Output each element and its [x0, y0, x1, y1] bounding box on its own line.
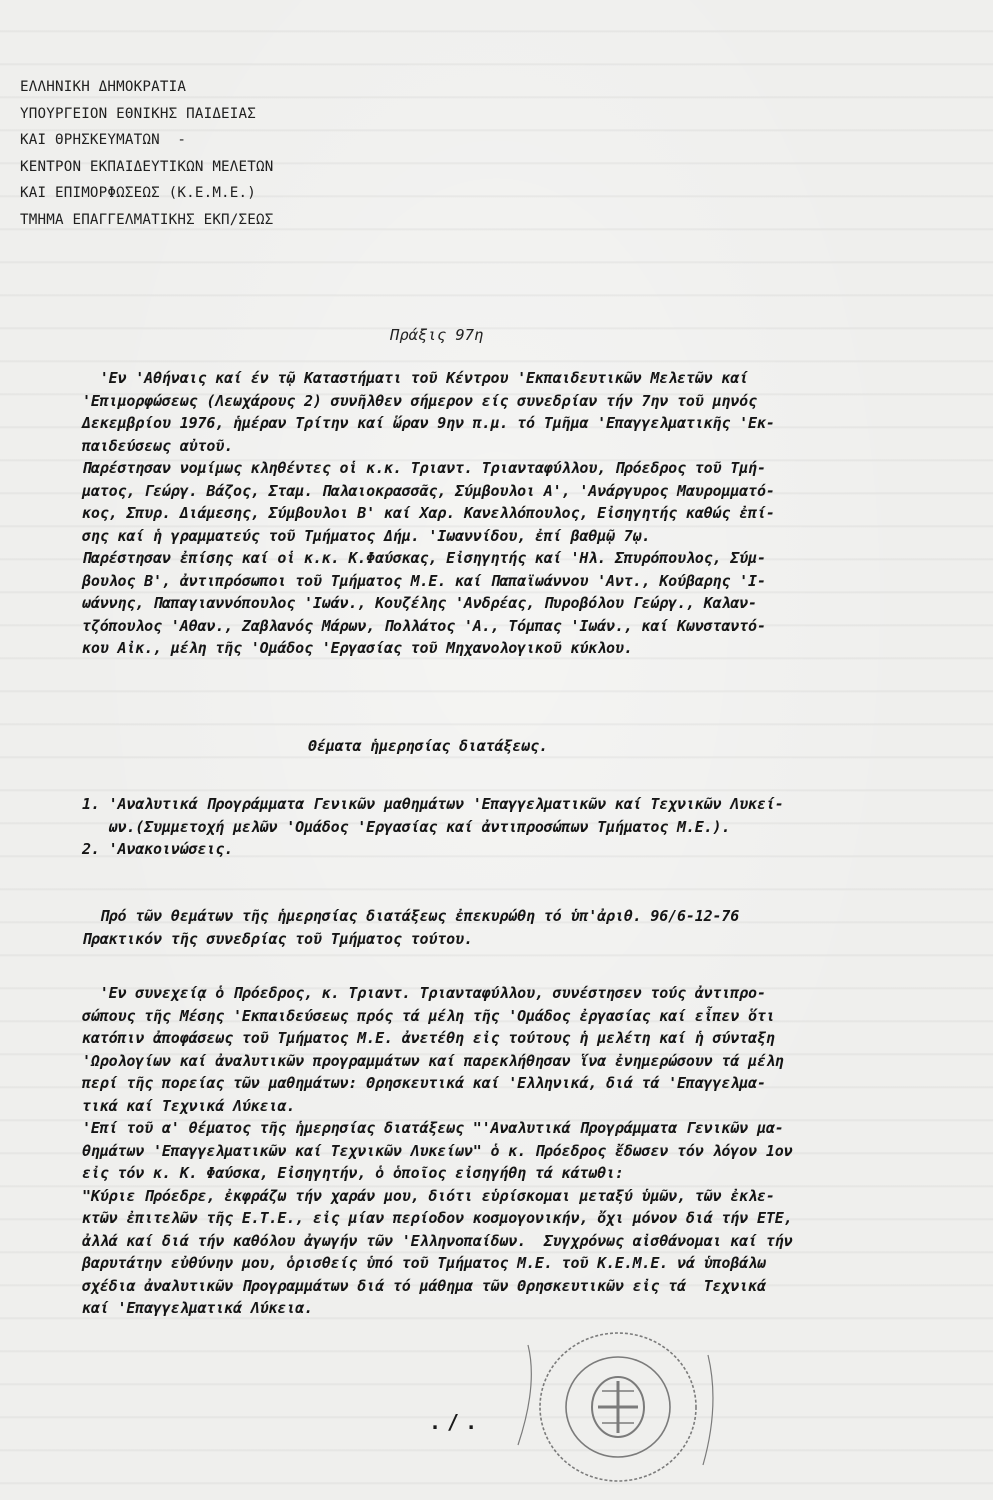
text-line: περί τῆς πορείας τῶν μαθημάτων: Θρησκευτικά καί 'Ελληνικά, διά τά 'Επαγγελμα- [82, 1074, 766, 1092]
text-line: σώπους τῆς Μέσης 'Εκπαιδεύσεως πρός τά μέλη τῆς 'Ομάδος ἐργασίας καί εἶπεν ὅτι [82, 1006, 775, 1025]
text-line: 'Εν 'Αθήναις καί έν τῷ Καταστήματι τοῦ Κέντρου 'Εκπαιδευτικῶν Μελετῶν καί [82, 369, 749, 387]
letterhead-line: ΚΑΙ ΘΡΗΣΚΕΥΜΑΤΩΝ - [20, 132, 187, 149]
letterhead-line: ΕΛΛΗΝΙΚΗ ΔΗΜΟΚΡΑΤΙΑ [20, 79, 187, 95]
text-line: τικά καί Τεχνικά Λύκεια. [82, 1096, 296, 1115]
text-line: καί 'Επαγγελματικά Λύκεια. [82, 1299, 313, 1317]
act-title: Πράξις 97η [390, 326, 484, 344]
agenda-item: 1. 'Αναλυτικά Προγράμματα Γενικῶν μαθημάτων 'Επαγγελματικῶν καί Τεχνικῶν Λυκεί- [82, 795, 784, 813]
letterhead-line: ΥΠΟΥΡΓΕΙΟΝ ΕΘΝΙΚΗΣ ΠΑΙΔΕΙΑΣ [20, 105, 257, 122]
text-line: Πρακτικόν τῆς συνεδρίας τοῦ Τμήματος τούτου. [82, 929, 473, 948]
text-line: βουλος Β', ἀντιπρόσωποι τοῦ Τμήματος Μ.Ε. καί Παπαϊωάννου 'Αντ., Κούβαρης 'Ι- [82, 571, 766, 590]
text-line: 'Ωρολογίων καί ἀναλυτικῶν προγραμμάτων καί παρεκλήθησαν ἵνα ἐνημερώσουν τά μέλη [82, 1051, 784, 1070]
text-line: 'Εν συνεχείᾳ ὁ Πρόεδρος, κ. Τριαντ. Τριανταφύλλου, συνέστησεν τούς ἀντιπρο- [82, 984, 766, 1002]
letterhead-line: ΚΕΝΤΡΟΝ ΕΚΠΑΙΔΕΥΤΙΚΩΝ ΜΕΛΕΤΩΝ [20, 158, 274, 175]
text-line: βαρυτάτην εὐθύνην μου, ὁρισθείς ὑπό τοῦ Τμήματος Μ.Ε. τοῦ Κ.Ε.Μ.Ε. νά ὑποβάλω [82, 1254, 766, 1272]
agenda-item: 2. 'Ανακοινώσεις. [82, 840, 233, 858]
text-line: Παρέστησαν νομίμως κληθέντες οἱ κ.κ. Τριαντ. Τριανταφύλλου, Πρόεδρος τοῦ Τμή- [82, 459, 766, 477]
text-line: Πρό τῶν θεμάτων τῆς ἡμερησίας διατάξεως ἐπεκυρώθη τό ὑπ'ἀριθ. 96/6-12-76 [82, 907, 740, 925]
paragraph-proceedings [82, 982, 962, 1320]
letterhead [20, 74, 274, 234]
paragraph-opening [82, 367, 962, 660]
text-line: Παρέστησαν ἐπίσης καί οἱ κ.κ. Κ.Φαύσκας, Εἰσηγητής καί 'Ηλ. Σπυρόπουλος, Σύμ- [82, 549, 766, 567]
text-line: Δεκεμβρίου 1976, ἡμέραν Τρίτην καί ὥραν 9ην π.μ. τό Τμῆμα 'Επαγγελματικῆς 'Εκ- [82, 414, 775, 432]
text-line: 'Επί τοῦ α' θέματος τῆς ἡμερησίας διατάξεως "'Αναλυτικά Προγράμματα Γενικῶν μα- [82, 1119, 784, 1137]
text-line: σχέδια ἀναλυτικῶν Προγραμμάτων διά τό μάθημα τῶν Θρησκευτικῶν εἰς τά Τεχνικά [82, 1276, 766, 1295]
text-line: ωάννης, Παπαγιαννόπουλος 'Ιωάν., Κουζέλης 'Ανδρέας, Πυροβόλου Γεώργ., Καλαν- [82, 594, 757, 612]
paragraph-minutes-approval [82, 905, 962, 950]
text-line: 'Επιμορφώσεως (Λεωχάρους 2) συνῆλθεν σήμερον είς συνεδρίαν τήν 7ην τοῦ μηνός [82, 391, 757, 410]
text-line: κατόπιν ἀποφάσεως τοῦ Τμήματος Μ.Ε. ἀνετέθη εἰς τούτους ἡ μελέτη καί ἡ σύνταξη [82, 1029, 775, 1047]
continuation-mark: ./. [429, 1410, 484, 1434]
letterhead-line: ΚΑΙ ΕΠΙΜΟΡΦΩΣΕΩΣ (Κ.Ε.Μ.Ε.) [20, 185, 257, 202]
text-line: παιδεύσεως αὐτοῦ. [82, 436, 233, 455]
agenda-title: Θέματα ἡμερησίας διατάξεως. [308, 737, 548, 755]
text-line: κτῶν ἐπιτελῶν τῆς Ε.Τ.Ε., εἰς μίαν περίοδον κοσμογονικήν, ὄχι μόνον διά τήν ΕΤΕ, [82, 1209, 793, 1227]
text-line: "Κύριε Πρόεδρε, ἐκφράζω τήν χαράν μου, διότι εὑρίσκομαι μεταξύ ὑμῶν, τῶν ἐκλε- [82, 1186, 775, 1205]
letterhead-line: ΤΜΗΜΑ ΕΠΑΓΓΕΛΜΑΤΙΚΗΣ ΕΚΠ/ΣΕΩΣ [20, 211, 274, 228]
text-line: εἰς τόν κ. Κ. Φαύσκα, Εἰσηγητήν, ὁ ὁποῖος εἰσηγήθη τά κάτωθι: [82, 1164, 624, 1182]
text-line: θημάτων 'Επαγγελματικῶν καί Τεχνικῶν Λυκείων" ὁ κ. Πρόεδρος ἔδωσεν τόν λόγον 1ον [82, 1141, 793, 1160]
text-line: κου Αἰκ., μέλη τῆς 'Ομάδος 'Εργασίας τοῦ Μηχανολογικοῦ κύκλου. [82, 639, 633, 657]
text-line: τζόπουλος 'Αθαν., Ζαβλανός Μάρων, Πολλάτος 'Α., Τόμπας 'Ιωάν., καί Κωνσταντό- [82, 616, 766, 635]
text-line: σης καί ἡ γραμματεύς τοῦ Τμήματος Δήμ. 'Ιωαννίδου, ἐπί βαθμῷ 7ῳ. [82, 526, 651, 545]
agenda-list [82, 793, 962, 861]
agenda-item: ων.(Συμμετοχή μελῶν 'Ομάδος 'Εργασίας καί ἀντιπροσώπων Τμήματος Μ.Ε.). [82, 817, 731, 836]
text-line: ματος, Γεώργ. Βάζος, Σταμ. Παλαιοκρασσᾶς, Σύμβουλοι Α', 'Ανάργυρος Μαυρομματό- [82, 481, 775, 500]
text-line: ἀλλά καί διά τήν καθόλου ἀγωγήν τῶν 'Ελληνοπαίδων. Συγχρόνως αἰσθάνομαι καί τήν [82, 1231, 793, 1250]
official-seal-stamp [498, 1325, 738, 1490]
text-line: κος, Σπυρ. Διάμεσης, Σύμβουλοι Β' καί Χαρ. Κανελλόπουλος, Εἰσηγητής καθώς ἐπί- [82, 504, 775, 522]
